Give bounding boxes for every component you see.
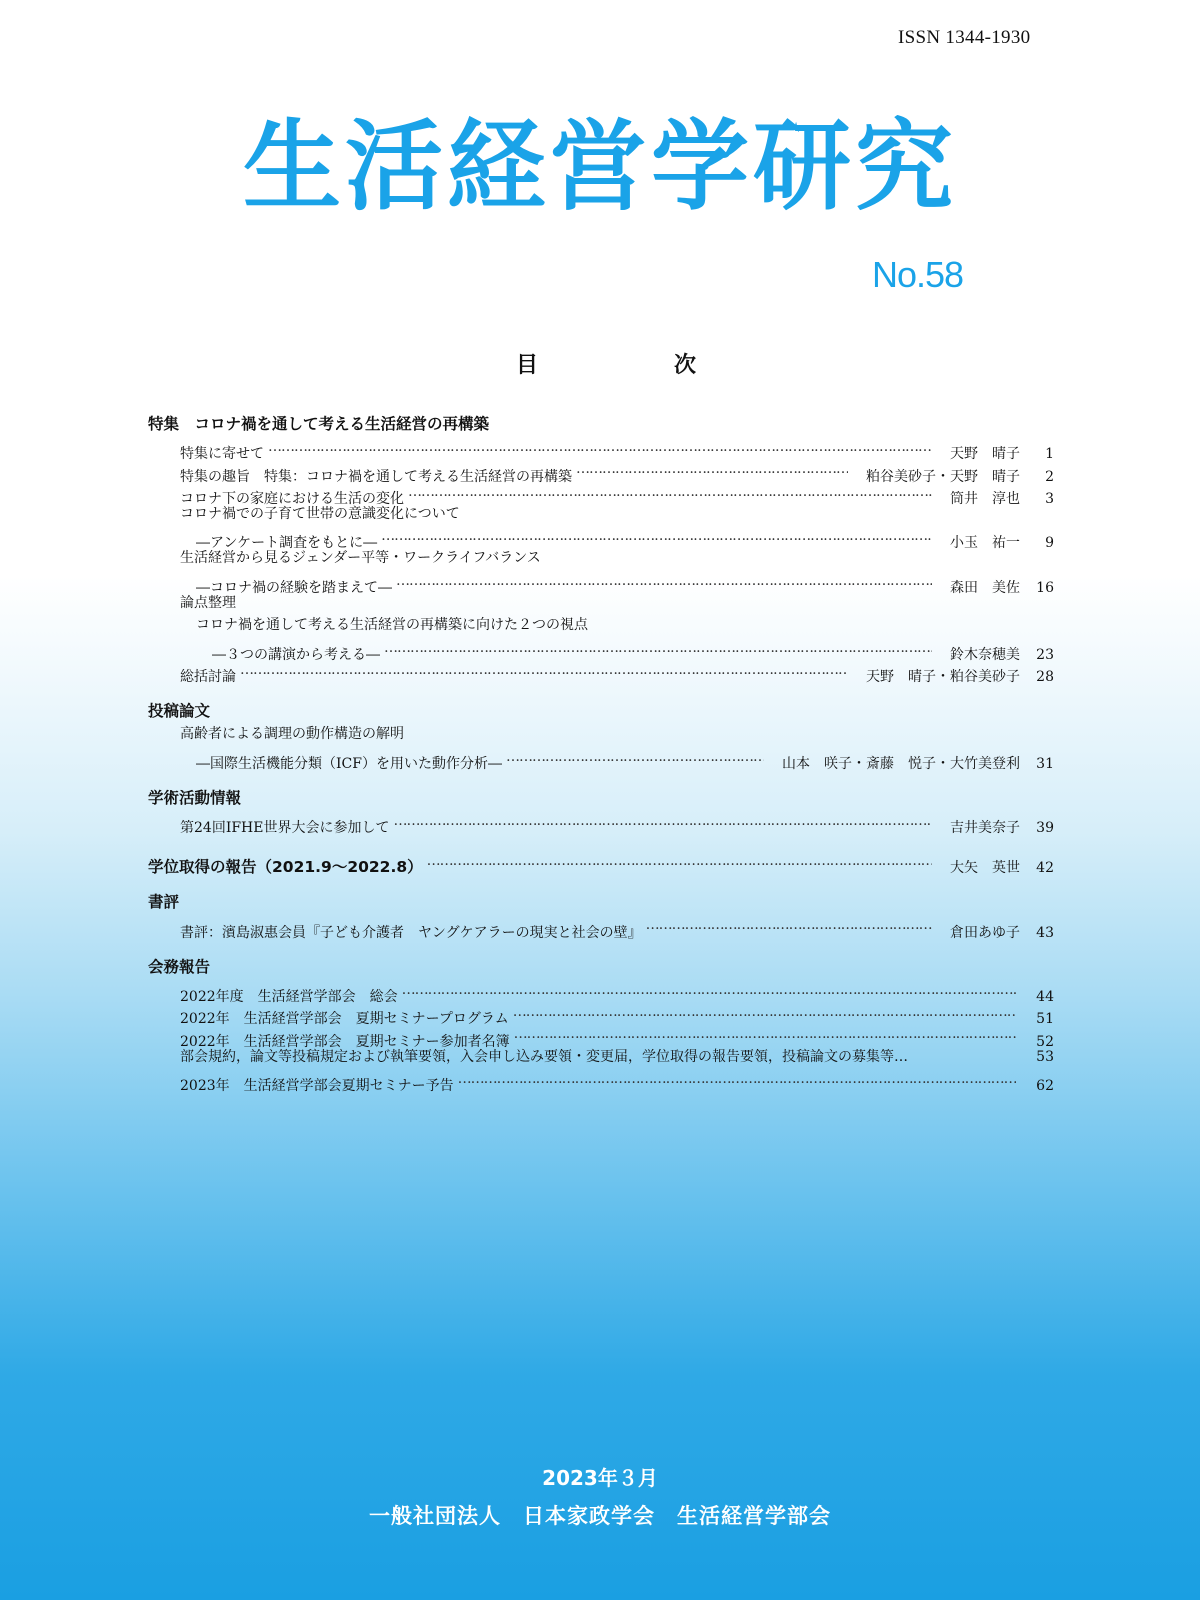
toc-entry — [148, 614, 1054, 636]
toc-entry[interactable] — [148, 659, 1054, 686]
section-title: 書評 — [148, 893, 180, 912]
section-title: 投稿論文 — [148, 702, 211, 721]
toc-heading — [516, 348, 696, 379]
toc-entry[interactable] — [148, 458, 1054, 485]
entry-page: 9 — [1045, 535, 1054, 552]
entry-author: 倉田あゆ子 — [950, 924, 1020, 941]
entry-author: 森田 美佐 — [950, 580, 1020, 597]
toc-entry[interactable] — [148, 810, 1054, 837]
entry-author: 筒井 淳也 — [950, 490, 1020, 507]
entry-title: コロナ禍での子育て世帯の意識変化について — [180, 505, 460, 522]
issn: ISSN 1344-1930 — [898, 27, 1031, 48]
leader-dots — [384, 637, 932, 659]
toc-entry[interactable] — [148, 637, 1054, 663]
entry-title: ―３つの講演から考える― — [212, 646, 380, 663]
toc-section — [148, 699, 1054, 772]
toc-entry[interactable] — [148, 979, 1054, 1006]
entry-page: 52 — [1036, 1033, 1054, 1050]
entry-title: コロナ下の家庭における生活の変化 — [180, 490, 404, 507]
section-title: 学術活動情報 — [148, 788, 242, 807]
entry-author: 鈴木奈穂美 — [950, 646, 1020, 663]
leader-dots — [394, 810, 933, 832]
section-title: 会務報告 — [148, 957, 211, 976]
entry-title: 2023年 生活経営学部会夏期セミナー予告 — [180, 1078, 454, 1095]
entry-page: 16 — [1036, 580, 1054, 597]
leader-dots — [576, 458, 848, 480]
leader-dots — [514, 1023, 1016, 1045]
entry-author: 天野 晴子・粕谷美砂子 — [866, 669, 1020, 686]
entry-page: 62 — [1036, 1078, 1054, 1095]
toc-section — [148, 850, 1054, 877]
toc-section — [148, 890, 1054, 941]
toc-entry — [148, 723, 1054, 745]
leader-dots — [506, 746, 764, 768]
entry-title: 論点整理 — [180, 595, 236, 612]
entry-page: 23 — [1036, 646, 1054, 663]
entry-title: 総括討論 — [180, 669, 236, 686]
entry-page: 39 — [1036, 820, 1054, 837]
entry-author: 小玉 祐一 — [950, 535, 1020, 552]
entry-author: 吉井美奈子 — [950, 820, 1020, 837]
entry-title: 高齢者による調理の動作構造の解明 — [180, 726, 404, 743]
toc-heading-left: 目 — [516, 353, 539, 378]
entry-page: 28 — [1036, 669, 1054, 686]
toc-entry[interactable] — [148, 436, 1054, 463]
toc-entry — [148, 547, 1054, 569]
leader-dots — [381, 525, 932, 547]
entry-title: ―国際生活機能分類（ICF）を用いた動作分析― — [196, 755, 502, 772]
entry-title: 特集に寄せて — [180, 446, 264, 463]
entry-title: 書評：濱島淑惠会員『子ども介護者 ヤングケアラーの現実と社会の壁』 — [180, 924, 642, 941]
toc-heading-right: 次 — [673, 353, 696, 378]
entry-title: 2022年 生活経営学部会 夏期セミナープログラム — [180, 1011, 509, 1028]
entry-page: 31 — [1036, 755, 1054, 772]
entry-author: 山本 咲子・斎藤 悦子・大竹美登利 — [782, 755, 1020, 772]
entry-page: 44 — [1036, 989, 1054, 1006]
toc-entry[interactable] — [148, 570, 1054, 597]
leader-dots — [427, 850, 932, 872]
toc-entry[interactable] — [148, 850, 1054, 877]
entry-title: 第24回IFHE世界大会に参加して — [180, 820, 390, 837]
journal-title: 生活経営学研究 — [242, 109, 957, 224]
entry-page: 1 — [1045, 446, 1054, 463]
entry-title: 特集の趣旨 特集：コロナ禍を通して考える生活経営の再構築 — [180, 468, 572, 485]
toc-entry[interactable] — [148, 1068, 1054, 1095]
leader-dots — [646, 914, 932, 936]
leader-dots — [458, 1068, 1016, 1090]
leader-dots — [402, 979, 1016, 1001]
entry-title: 学位取得の報告（2021.9～2022.8） — [148, 858, 423, 877]
entry-author: 大矢 英世 — [950, 860, 1020, 877]
leader-dots — [513, 1001, 1016, 1023]
entry-author: 天野 晴子 — [950, 446, 1020, 463]
toc-entry — [148, 503, 1054, 525]
entry-page: 2 — [1045, 468, 1054, 485]
leader-dots — [268, 436, 932, 458]
entry-title: 生活経営から見るジェンダー平等・ワークライフバランス — [180, 550, 541, 567]
toc-entry[interactable] — [148, 525, 1054, 552]
entry-title: 2022年度 生活経営学部会 総会 — [180, 989, 398, 1006]
table-of-contents — [148, 412, 1054, 1108]
leader-dots — [396, 570, 932, 592]
publication-date: 2023年３月 — [542, 1466, 658, 1490]
entry-title: コロナ禍を通して考える生活経営の再構築に向けた２つの視点 — [196, 617, 588, 634]
entry-title: 部会規約，論文等投稿規定および執筆要領，入会申し込み要領・変更届，学位取得の報告要領，投稿論文の募集等… — [180, 1048, 908, 1065]
entry-page: 51 — [1036, 1011, 1054, 1028]
toc-section — [148, 955, 1054, 1095]
entry-page: 42 — [1036, 860, 1054, 877]
toc-section — [148, 412, 1054, 686]
leader-dots — [408, 481, 932, 503]
toc-entry[interactable] — [148, 914, 1054, 941]
entry-page: 43 — [1036, 924, 1054, 941]
entry-page: 3 — [1045, 490, 1054, 507]
toc-entry[interactable] — [148, 746, 1054, 772]
entry-title: ―コロナ禍の経験を踏まえて― — [196, 580, 392, 597]
entry-author: 粕谷美砂子・天野 晴子 — [866, 468, 1020, 485]
entry-title: 2022年 生活経営学部会 夏期セミナー参加者名簿 — [180, 1033, 510, 1050]
toc-section — [148, 786, 1054, 837]
entry-page: 53 — [1036, 1048, 1054, 1065]
leader-dots — [240, 659, 848, 681]
toc-entry[interactable] — [148, 1046, 1054, 1068]
publisher: 一般社団法人 日本家政学会 生活経営学部会 — [369, 1504, 831, 1528]
section-title: 特集 コロナ禍を通して考える生活経営の再構築 — [148, 415, 490, 433]
entry-title: ―アンケート調査をもとに― — [196, 535, 378, 552]
issue-number: No.58 — [872, 254, 964, 295]
